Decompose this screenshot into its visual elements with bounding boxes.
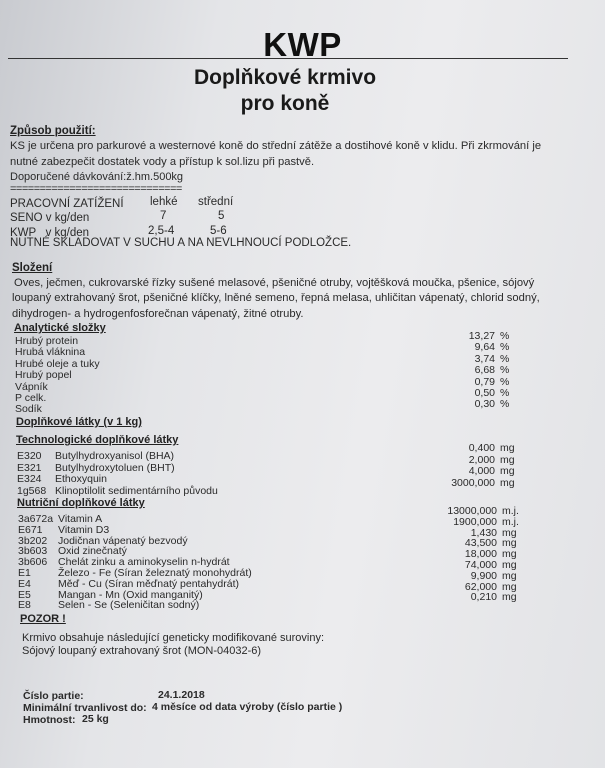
technological-heading: Technologické doplňkové látky bbox=[16, 434, 179, 446]
technological-name: Butylhydroxytoluen (BHT) bbox=[55, 461, 175, 474]
technological-value: 4,000 bbox=[468, 465, 495, 477]
table-header-light: lehké bbox=[150, 196, 178, 208]
nutritional-value: 43,500 bbox=[464, 537, 497, 550]
product-title-line1: Doplňkové krmivo bbox=[193, 66, 377, 89]
table-row-kwp-label: KWP v kg/den bbox=[10, 227, 90, 239]
analytical-unit: % bbox=[500, 387, 510, 399]
analytical-value: 0,50 bbox=[474, 387, 495, 399]
technological-unit: mg bbox=[500, 465, 515, 477]
shelf-life-label: Minimální trvanlivost do: bbox=[23, 702, 147, 714]
nutritional-unit: mg bbox=[502, 537, 517, 550]
weight-value: 25 kg bbox=[82, 713, 109, 725]
batch-label: Číslo partie: bbox=[23, 690, 84, 702]
technological-name: Butylhydroxyanisol (BHA) bbox=[55, 450, 175, 462]
separator-line: ============================= bbox=[10, 183, 182, 195]
nutritional-value: 13000,000 bbox=[447, 505, 497, 517]
usage-line2: nutné zabezpečit dostatek vody a přístup k sol.lizu při pastvě. bbox=[10, 156, 315, 168]
usage-heading: Způsob použití: bbox=[10, 125, 96, 137]
nutritional-value: 1900,000 bbox=[453, 515, 497, 528]
weight-label: Hmotnost: bbox=[23, 714, 76, 726]
technological-name: Klinoptilolit sedimentárního původu bbox=[55, 484, 218, 497]
nutritional-unit: mg bbox=[502, 569, 517, 582]
analytical-name: Sodík bbox=[15, 403, 42, 416]
technological-value: 0,400 bbox=[468, 442, 495, 454]
nutritional-name: Jodičnan vápenatý bezvodý bbox=[58, 534, 188, 547]
table-row-hay-light: 7 bbox=[160, 210, 167, 222]
header-divider bbox=[8, 58, 568, 59]
analytical-value: 0,30 bbox=[474, 398, 495, 411]
warning-line1: Krmivo obsahuje následující geneticky modifikované suroviny: bbox=[22, 632, 325, 644]
nutritional-unit: m.j. bbox=[502, 505, 519, 517]
storage-note: NUTNÉ SKLADOVAT V SUCHU A NA NEVLHNOUCÍ PODLOŽCE. bbox=[10, 237, 352, 249]
nutritional-unit: mg bbox=[502, 526, 517, 539]
nutritional-value: 0,210 bbox=[470, 591, 497, 604]
nutritional-name: Oxid zinečnatý bbox=[58, 545, 127, 558]
nutritional-unit: mg bbox=[502, 548, 517, 561]
table-row-hay-medium: 5 bbox=[218, 210, 225, 222]
nutritional-name: Vitamin A bbox=[58, 513, 103, 525]
analytical-name: Vápník bbox=[15, 380, 48, 393]
composition-line1: Oves, ječmen, cukrovarské řízky sušené melasové, pšeničné otruby, vojtěšková moučka, pšenice, sójový bbox=[14, 277, 535, 289]
analytical-value: 9,64 bbox=[474, 341, 495, 354]
additives-heading: Doplňkové látky (v 1 kg) bbox=[16, 416, 142, 428]
nutritional-unit: mg bbox=[502, 559, 517, 571]
analytical-name: Hrubá vláknina bbox=[15, 346, 86, 359]
nutritional-code: 3b603 bbox=[18, 545, 48, 558]
analytical-name: Hrubý protein bbox=[15, 335, 79, 347]
technological-code: 1g568 bbox=[17, 484, 47, 497]
analytical-unit: % bbox=[500, 375, 510, 388]
nutritional-value: 1,430 bbox=[470, 526, 497, 539]
brand-title: KWP bbox=[263, 26, 342, 63]
analytical-value: 6,68 bbox=[474, 364, 495, 377]
technological-value: 3000,000 bbox=[451, 476, 495, 489]
technological-unit: mg bbox=[500, 442, 515, 454]
analytical-name: Hrubý popel bbox=[15, 369, 72, 382]
nutritional-code: E4 bbox=[18, 577, 31, 590]
technological-code: E320 bbox=[17, 450, 42, 462]
analytical-value: 3,74 bbox=[474, 352, 495, 365]
analytical-unit: % bbox=[500, 364, 510, 377]
technological-name: Ethoxyquin bbox=[55, 473, 107, 485]
nutritional-unit: mg bbox=[502, 591, 517, 604]
nutritional-value: 62,000 bbox=[464, 580, 497, 593]
nutritional-code: 3a672a bbox=[18, 513, 54, 525]
table-row-kwp-light: 2,5-4 bbox=[148, 225, 175, 237]
nutritional-code: E671 bbox=[18, 523, 43, 536]
analytical-value: 0,79 bbox=[474, 375, 495, 388]
analytical-unit: % bbox=[500, 398, 510, 411]
composition-line3: dihydrogen- a hydrogenfosforečnan vápenatý, žitné otruby. bbox=[12, 308, 304, 320]
nutritional-code: 3b606 bbox=[18, 556, 48, 569]
nutritional-code: 3b202 bbox=[18, 534, 48, 547]
table-row-kwp-medium: 5-6 bbox=[210, 225, 227, 237]
technological-value: 2,000 bbox=[468, 453, 495, 466]
nutritional-heading: Nutriční doplňkové látky bbox=[17, 497, 145, 509]
analytical-heading: Analytické složky bbox=[14, 322, 106, 334]
nutritional-code: E8 bbox=[18, 599, 31, 612]
technological-unit: mg bbox=[500, 453, 515, 466]
nutritional-unit: m.j. bbox=[502, 515, 519, 528]
technological-code: E324 bbox=[17, 473, 42, 485]
table-header-medium: střední bbox=[198, 196, 234, 208]
nutritional-name: Mangan - Mn (Oxid manganitý) bbox=[58, 588, 203, 601]
table-header-load: PRACOVNÍ ZATÍŽENÍ bbox=[10, 198, 124, 210]
nutritional-value: 18,000 bbox=[464, 548, 497, 561]
nutritional-unit: mg bbox=[502, 580, 517, 593]
warning-line2: Sójový loupaný extrahovaný šrot (MON-04032-6) bbox=[22, 645, 262, 657]
nutritional-value: 74,000 bbox=[464, 559, 497, 571]
analytical-name: P celk. bbox=[15, 392, 47, 404]
shelf-life-value: 4 měsíce od data výroby (číslo partie ) bbox=[152, 701, 343, 713]
composition-line2: loupaný extrahovaný šrot, pšeničné klíčky, lněné semeno, řepná melasa, uhličitan vápenatý, chlorid sodný, bbox=[12, 292, 540, 304]
product-title-line2: pro koně bbox=[240, 92, 330, 115]
nutritional-name: Železo - Fe (Síran železnatý monohydrát) bbox=[58, 567, 252, 579]
nutritional-name: Selen - Se (Seleničitan sodný) bbox=[58, 599, 200, 612]
usage-line1: KS je určena pro parkurové a westernové koně do střední zátěže a dostihové koně v klidu. Při zkrmování je bbox=[10, 140, 542, 152]
analytical-unit: % bbox=[500, 341, 510, 354]
nutritional-code: E1 bbox=[18, 567, 31, 579]
warning-heading: POZOR ! bbox=[20, 613, 66, 625]
dosage-line: Doporučené dávkování:ž.hm.500kg bbox=[10, 171, 184, 183]
table-row-hay-label: SENO v kg/den bbox=[10, 212, 90, 224]
analytical-unit: % bbox=[500, 330, 510, 342]
nutritional-code: E5 bbox=[18, 588, 31, 601]
nutritional-value: 9,900 bbox=[470, 569, 497, 582]
composition-heading: Složení bbox=[12, 262, 53, 274]
nutritional-name: Měď - Cu (Síran měďnatý pentahydrát) bbox=[58, 577, 239, 590]
technological-unit: mg bbox=[500, 476, 515, 489]
nutritional-name: Chelát zinku a aminokyselin n-hydrát bbox=[58, 556, 230, 569]
nutritional-name: Vitamin D3 bbox=[58, 523, 110, 536]
analytical-unit: % bbox=[500, 352, 510, 365]
analytical-name: Hrubé oleje a tuky bbox=[15, 357, 100, 370]
analytical-value: 13,27 bbox=[468, 330, 495, 342]
technological-code: E321 bbox=[17, 461, 42, 474]
batch-value: 24.1.2018 bbox=[158, 689, 205, 701]
